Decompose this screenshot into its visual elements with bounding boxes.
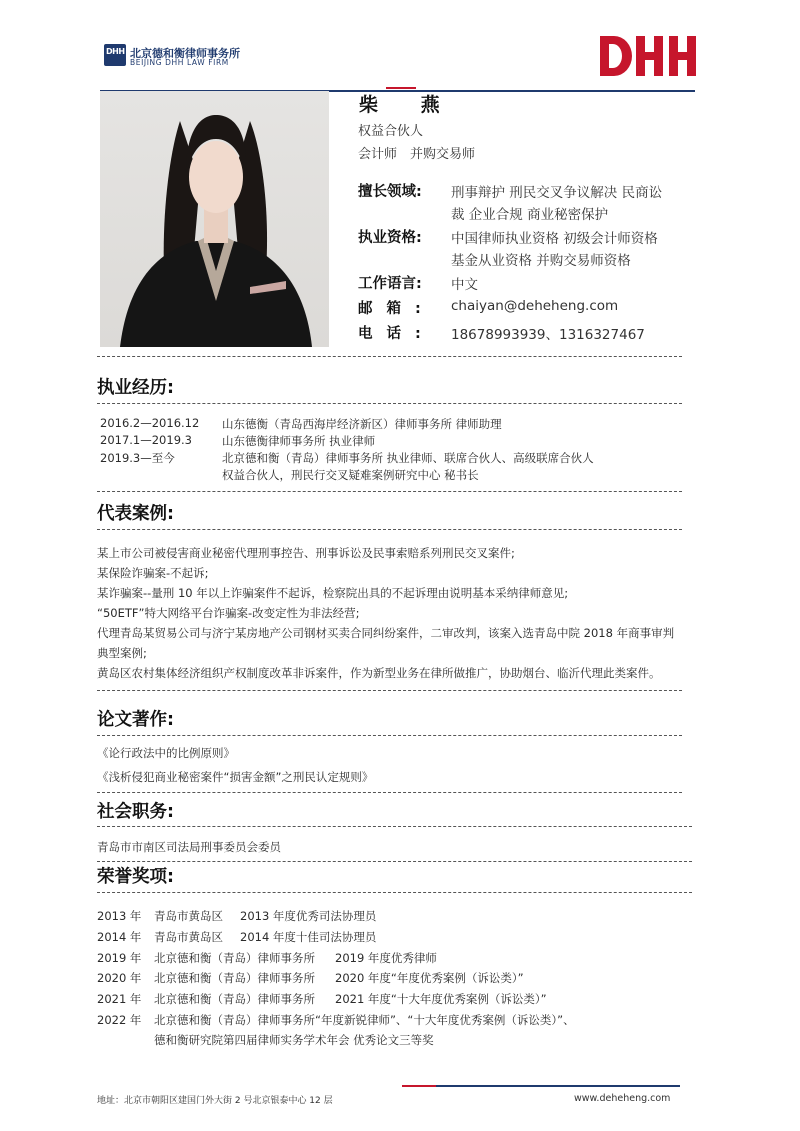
experience-date: 2017.1—2019.3 [100, 433, 192, 447]
section-title-papers: 论文著作: [97, 710, 174, 730]
footer-accent-rule [402, 1085, 436, 1087]
award-year: 2020 年 [97, 971, 142, 985]
award-year: 2019 年 [97, 951, 142, 965]
divider [97, 529, 682, 530]
firm-name-cn: 北京德和衡律师事务所 [130, 47, 240, 60]
award-title: 2019 年度优秀律师 [335, 951, 437, 965]
award-org: 青岛市黄岛区 [154, 909, 223, 923]
section-title-awards: 荣誉奖项: [97, 867, 174, 887]
field-label-language: 工作语言: [358, 276, 422, 292]
field-value-qualification-line2: 基金从业资格 并购交易师资格 [451, 253, 631, 269]
award-title: 2021 年度“十大年度优秀案例（诉讼类）” [335, 992, 547, 1006]
award-year: 2014 年 [97, 930, 142, 944]
case-item: 黄岛区农村集体经济组织产权制度改革非诉案件，作为新型业务在律所做推广，协助烟台、临沂代理此类案件。 [97, 666, 661, 680]
case-item: 典型案例; [97, 646, 147, 660]
field-value-qualification-line1: 中国律师执业资格 初级会计师资格 [451, 231, 658, 247]
divider [97, 892, 692, 893]
footer-website-link[interactable]: www.deheheng.com [574, 1093, 671, 1104]
firm-logo-icon: DHH [104, 44, 126, 66]
divider [97, 792, 682, 793]
divider [97, 690, 682, 691]
field-value-expertise-line2: 裁 企业合规 商业秘密保护 [451, 207, 609, 223]
footer-rule [436, 1085, 680, 1087]
case-item: 某保险诈骗案-不起诉; [97, 566, 209, 580]
experience-org: 山东德衡（青岛西海岸经济新区）律师事务所 律师助理 [222, 417, 502, 431]
award-year: 2013 年 [97, 909, 142, 923]
email-link[interactable]: chaiyan@deheheng.com [451, 298, 619, 314]
award-org: 北京德和衡（青岛）律师事务所 [154, 992, 315, 1006]
social-role-item: 青岛市市南区司法局刑事委员会委员 [97, 840, 281, 854]
header-accent-rule [386, 87, 416, 89]
field-label-email: 邮箱: [358, 301, 435, 317]
profile-photo [100, 91, 329, 347]
lawyer-credentials: 会计师 并购交易师 [358, 147, 476, 162]
case-item: 代理青岛某贸易公司与济宁某房地产公司钢材买卖合同纠纷案件，二审改判，该案入选青岛中院 2018 年商事审判 [97, 626, 675, 640]
field-value-language: 中文 [451, 277, 478, 293]
experience-date: 2016.2—2016.12 [100, 416, 200, 430]
divider [97, 491, 682, 492]
award-org: 青岛市黄岛区 [154, 930, 223, 944]
divider [97, 403, 682, 404]
divider [97, 826, 692, 827]
case-item: 某上市公司被侵害商业秘密代理刑事控告、刑事诉讼及民事索赔系列刑民交叉案件; [97, 546, 515, 560]
divider [97, 735, 682, 736]
award-title: 2013 年度优秀司法协理员 [240, 909, 377, 923]
field-value-expertise-line1: 刑事辩护 刑民交叉争议解决 民商讼 [451, 185, 663, 201]
award-year: 2022 年 [97, 1013, 142, 1027]
field-label-qualification: 执业资格: [358, 230, 422, 246]
field-label-phone: 电话: [358, 326, 435, 342]
experience-org: 山东德衡律师事务所 执业律师 [222, 434, 376, 448]
award-org: 北京德和衡（青岛）律师事务所 [154, 951, 315, 965]
paper-item: 《浅析侵犯商业秘密案件“损害金额”之刑民认定规则》 [97, 770, 374, 784]
paper-item: 《论行政法中的比例原则》 [97, 746, 235, 760]
case-item: “50ETF”特大网络平台诈骗案-改变定性为非法经营; [97, 606, 360, 620]
firm-name-en: BEIJING DHH LAW FIRM [130, 58, 229, 67]
divider [97, 356, 682, 357]
experience-date: 2019.3—至今 [100, 451, 175, 465]
lawyer-name: 柴 燕 [359, 94, 458, 116]
experience-org: 权益合伙人，刑民行交叉疑难案例研究中心 秘书长 [222, 468, 479, 482]
field-label-expertise: 擅长领域: [358, 184, 422, 200]
dhh-brand-logo [600, 36, 696, 76]
award-org: 北京德和衡（青岛）律师事务所“年度新锐律师”、“十大年度优秀案例（诉讼类）”、 [154, 1013, 575, 1027]
award-org: 德和衡研究院第四届律师实务学术年会 优秀论文三等奖 [154, 1033, 434, 1047]
section-title-social: 社会职务: [97, 802, 174, 822]
footer-address: 地址：北京市朝阳区建国门外大街 2 号北京银泰中心 12 层 [97, 1096, 333, 1106]
award-title: 2014 年度十佳司法协理员 [240, 930, 377, 944]
award-title: 2020 年度“年度优秀案例（诉讼类）” [335, 971, 524, 985]
award-org: 北京德和衡（青岛）律师事务所 [154, 971, 315, 985]
section-title-cases: 代表案例: [97, 504, 174, 524]
section-title-experience: 执业经历: [97, 378, 174, 398]
case-item: 某诈骗案--量刑 10 年以上诈骗案件不起诉，检察院出具的不起诉理由说明基本采纳律师意见; [97, 586, 569, 600]
divider [97, 861, 692, 862]
experience-org: 北京德和衡（青岛）律师事务所 执业律师、联席合伙人、高级联席合伙人 [222, 451, 594, 465]
lawyer-title: 权益合伙人 [358, 124, 424, 139]
phone-number: 18678993939、1316327467 [451, 327, 645, 343]
award-year: 2021 年 [97, 992, 142, 1006]
